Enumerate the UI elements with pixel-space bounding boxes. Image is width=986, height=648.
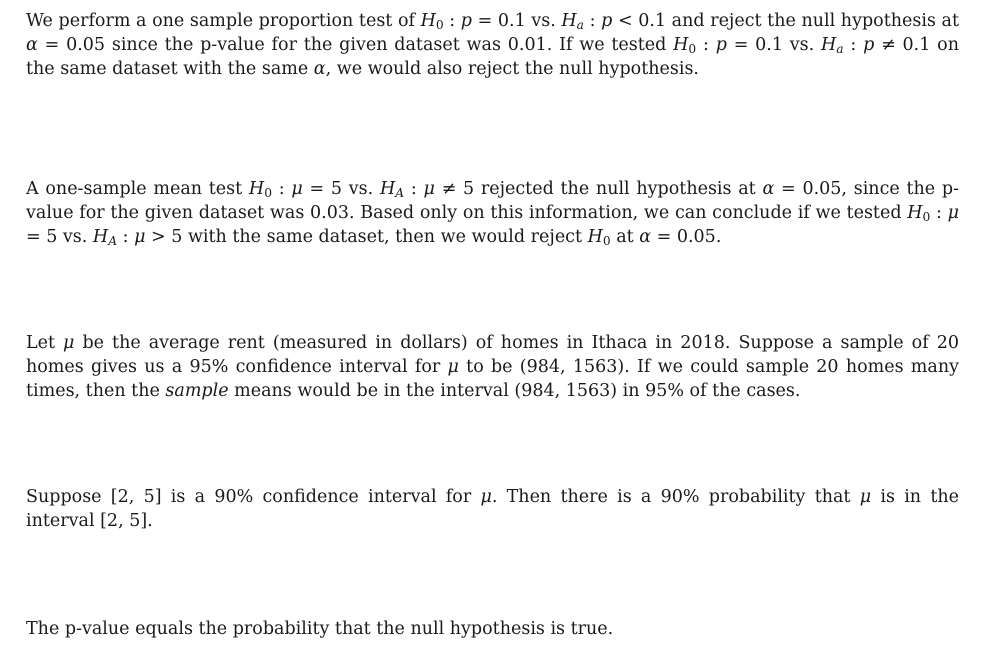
statement-text-segment: :: [843, 35, 864, 55]
statement-3: [26, 331, 959, 403]
statement-text-segment: Suppose [2, 5] is a 90% confidence interval for: [26, 487, 481, 507]
statement-text-segment: :: [443, 11, 461, 31]
statement-text-segment: p: [601, 11, 613, 31]
statement-text-segment: :: [404, 179, 424, 199]
statement-4: [26, 485, 959, 533]
statement-text-segment: μ: [134, 227, 146, 247]
statement-text-segment: p: [715, 35, 727, 55]
statement-text-segment: H: [673, 35, 689, 55]
statement-text-segment: H: [587, 227, 603, 247]
statement-text-segment: sample: [165, 381, 229, 401]
statement-text-segment: :: [696, 35, 716, 55]
statement-text-segment: = 0.05, since the p-value for the given dataset was 0.03. Based only on this information, we can conclude if we tested: [26, 179, 959, 223]
statement-text-segment: :: [271, 179, 292, 199]
statement-text-segment: > 5 with the same dataset, then we would reject: [145, 227, 588, 247]
statement-text-segment: H: [821, 35, 837, 55]
statement-text-segment: be the average rent (measured in dollars) of homes in Ithaca in 2018. Suppose a sample of 20 homes gives us a 95% confidence interval for: [26, 333, 959, 377]
statement-text-segment: :: [930, 203, 948, 223]
statement-text-segment: 0: [264, 186, 272, 201]
statement-text-segment: 0: [922, 210, 931, 225]
statement-text-segment: α: [639, 227, 652, 247]
statement-text-segment: . Then there is a 90% probability that: [491, 487, 860, 507]
statement-text-segment: = 5 vs.: [26, 227, 93, 247]
statement-text-segment: ≠ 5 rejected the null hypothesis at: [434, 179, 763, 199]
statement-text-segment: 0: [435, 18, 444, 33]
statement-text-segment: a: [836, 42, 844, 57]
statement-text-segment: p: [863, 35, 875, 55]
statement-text-segment: = 0.05 since the p-value for the given dataset was 0.01. If we tested: [37, 35, 674, 55]
statement-1: [26, 9, 959, 81]
statement-text-segment: :: [117, 227, 135, 247]
statement-text-segment: μ: [291, 179, 303, 199]
statement-text-segment: α: [762, 179, 775, 199]
statement-text-segment: :: [583, 11, 602, 31]
statement-text-segment: A one-sample mean test: [26, 179, 249, 199]
statement-text-segment: = 0.05.: [651, 227, 722, 247]
statement-text-segment: μ: [447, 357, 459, 377]
statement-text-segment: p: [460, 11, 472, 31]
statement-text-segment: H: [907, 203, 923, 223]
statement-text-segment: μ: [423, 179, 435, 199]
statement-5: [26, 617, 959, 641]
statement-text-segment: μ: [63, 333, 75, 353]
statement-text-segment: α: [26, 35, 38, 55]
statement-text-segment: A: [108, 234, 118, 249]
statement-text-segment: = 5 vs.: [302, 179, 380, 199]
statement-text-segment: 0: [602, 234, 611, 249]
statement-text-segment: The p-value equals the probability that the null hypothesis is true.: [26, 619, 614, 639]
statement-text-segment: to be (984, 1563). If we could sample 20 homes many times, then the: [26, 357, 959, 401]
statement-text-segment: H: [379, 179, 396, 199]
statement-text-segment: H: [420, 11, 436, 31]
statement-text-segment: at: [610, 227, 640, 247]
statement-text-segment: We perform a one sample proportion test of: [26, 11, 421, 31]
statement-text-segment: H: [248, 179, 265, 199]
statement-text-segment: Let: [26, 333, 64, 353]
statement-text-segment: = 0.1 vs.: [726, 35, 822, 55]
statement-text-segment: means would be in the interval (984, 1563) in 95% of the cases.: [228, 381, 801, 401]
statement-text-segment: is in the interval [2, 5].: [26, 487, 959, 531]
statement-text-segment: a: [576, 18, 584, 33]
statement-text-segment: ≠ 0.1 on the same dataset with the same: [26, 35, 959, 79]
statement-text-segment: , we would also reject the null hypothesis.: [325, 59, 699, 79]
statement-text-segment: H: [561, 11, 577, 31]
statement-text-segment: μ: [859, 487, 872, 507]
statement-text-segment: 0: [688, 42, 697, 57]
statement-text-segment: μ: [947, 203, 959, 223]
statement-2: [26, 177, 959, 249]
statement-text-segment: = 0.1 vs.: [472, 11, 562, 31]
statement-text-segment: α: [313, 59, 326, 79]
statement-text-segment: μ: [480, 487, 492, 507]
statement-text-segment: A: [395, 186, 405, 201]
statement-text-segment: H: [92, 227, 109, 247]
statement-text-segment: < 0.1 and reject the null hypothesis at: [612, 11, 959, 31]
